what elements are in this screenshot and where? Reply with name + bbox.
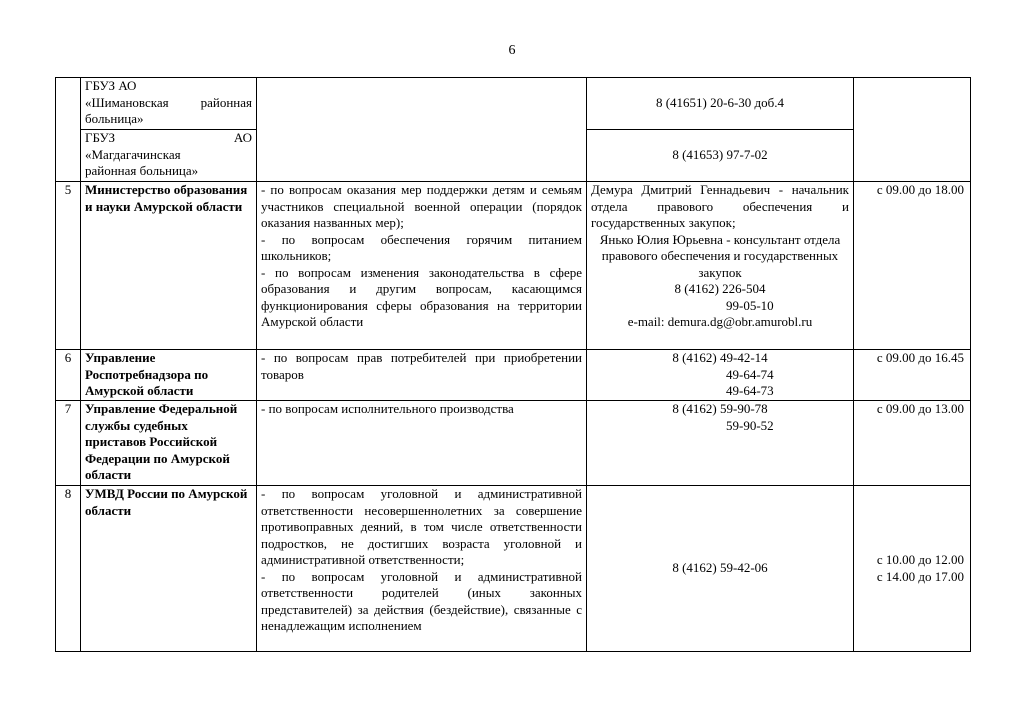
contact-person: Демура Дмитрий Геннадьевич - начальник отдела правового обеспечения и государственных закупок; bbox=[591, 182, 849, 230]
phone-number: 49-64-73 bbox=[726, 383, 774, 398]
table-row bbox=[56, 182, 971, 350]
hours-cell bbox=[854, 78, 971, 182]
phone-number: 8 (4162) 59-42-06 bbox=[672, 560, 768, 576]
phone-number: 8 (4162) 49-42-14 bbox=[672, 350, 768, 365]
topics-cell bbox=[257, 182, 587, 350]
phone-number: 49-64-74 bbox=[726, 366, 774, 382]
contact-cell bbox=[587, 182, 854, 350]
hours-range: с 10.00 до 12.00 bbox=[876, 552, 964, 567]
row-number-cell: 6 bbox=[56, 350, 81, 401]
org-cell bbox=[81, 78, 257, 130]
topics-cell bbox=[257, 78, 587, 182]
table-row bbox=[56, 486, 971, 652]
hours-cell: с 09.00 до 18.00 bbox=[854, 182, 971, 350]
email-address[interactable]: e-mail: demura.dg@obr.amurobl.ru bbox=[627, 314, 813, 329]
row-number-cell: 8 bbox=[56, 486, 81, 652]
table-row bbox=[56, 78, 971, 130]
topics-cell: - по вопросам прав потребителей при приобретении товаров bbox=[257, 350, 587, 401]
topic-item: - по вопросам обеспечения горячим питанием школьников; bbox=[261, 231, 582, 263]
phone-number: 8 (4162) 59-90-78 bbox=[672, 401, 768, 416]
table-row bbox=[56, 401, 971, 486]
row-number-cell bbox=[56, 78, 81, 182]
topics-cell bbox=[257, 486, 587, 652]
hours-cell: с 09.00 до 13.00 bbox=[854, 401, 971, 486]
phone-number: 99-05-10 bbox=[726, 297, 774, 313]
org-cell: УМВД России по Амурской области bbox=[81, 486, 257, 652]
org-name-line: ГБУЗ АО bbox=[85, 78, 137, 93]
org-name-word: АО bbox=[233, 130, 252, 145]
contact-cell bbox=[587, 350, 854, 401]
org-name-line: «Шимановская районная больница» bbox=[85, 94, 252, 126]
phone-number: 8 (41651) 20-6-30 доб.4 bbox=[655, 95, 785, 111]
contact-cell bbox=[587, 401, 854, 486]
phone-number: 8 (41653) 97-7-02 bbox=[672, 147, 768, 163]
hours-range: с 14.00 до 17.00 bbox=[876, 568, 964, 584]
org-name-line: районная больница» bbox=[85, 163, 199, 178]
org-name-word: ГБУЗ bbox=[85, 130, 116, 145]
contacts-table bbox=[55, 77, 971, 652]
contact-person: Янько Юлия Юрьевна - консультант отдела правового обеспечения и государственных закупок bbox=[599, 231, 841, 280]
org-cell: Управление Роспотребнадзора по Амурской области bbox=[81, 350, 257, 401]
row-number-cell: 5 bbox=[56, 182, 81, 350]
phone-number: 59-90-52 bbox=[726, 417, 774, 433]
hours-cell: с 09.00 до 16.45 bbox=[854, 350, 971, 401]
topic-item: - по вопросам оказания мер поддержки детям и семьям участников специальной военной операции (порядок оказания названных мер); bbox=[261, 182, 582, 230]
topics-cell: - по вопросам исполнительного производства bbox=[257, 401, 587, 486]
phone-number: 8 (4162) 226-504 bbox=[674, 281, 766, 296]
org-cell: Управление Федеральной службы судебных приставов Российской Федерации по Амурской области bbox=[81, 401, 257, 486]
hours-cell bbox=[854, 486, 971, 652]
phone-cell bbox=[587, 78, 854, 130]
topic-item: - по вопросам уголовной и административной ответственности родителей (иных законных представителей) за действия (бездействие), связанные с ненадлежащим исполнением bbox=[261, 568, 582, 633]
table-row bbox=[56, 350, 971, 401]
topic-item: - по вопросам уголовной и административной ответственности несовершеннолетних за совершение противоправных деяний, в том числе ответственности подростков, не достигших возраста уголовной и административной ответственности; bbox=[261, 486, 582, 567]
page-number: 6 bbox=[508, 43, 516, 58]
topic-item: - по вопросам изменения законодательства в сфере образования и другим вопросам, касающимся функционирования сферы образования на территории Амурской области bbox=[261, 264, 582, 329]
org-name-line bbox=[85, 130, 252, 147]
phone-cell bbox=[587, 130, 854, 182]
org-name-line: «Магдагачинская bbox=[85, 146, 181, 162]
org-cell bbox=[81, 130, 257, 182]
org-cell: Министерство образования и науки Амурской области bbox=[81, 182, 257, 350]
row-number-cell: 7 bbox=[56, 401, 81, 486]
contact-cell bbox=[587, 486, 854, 652]
